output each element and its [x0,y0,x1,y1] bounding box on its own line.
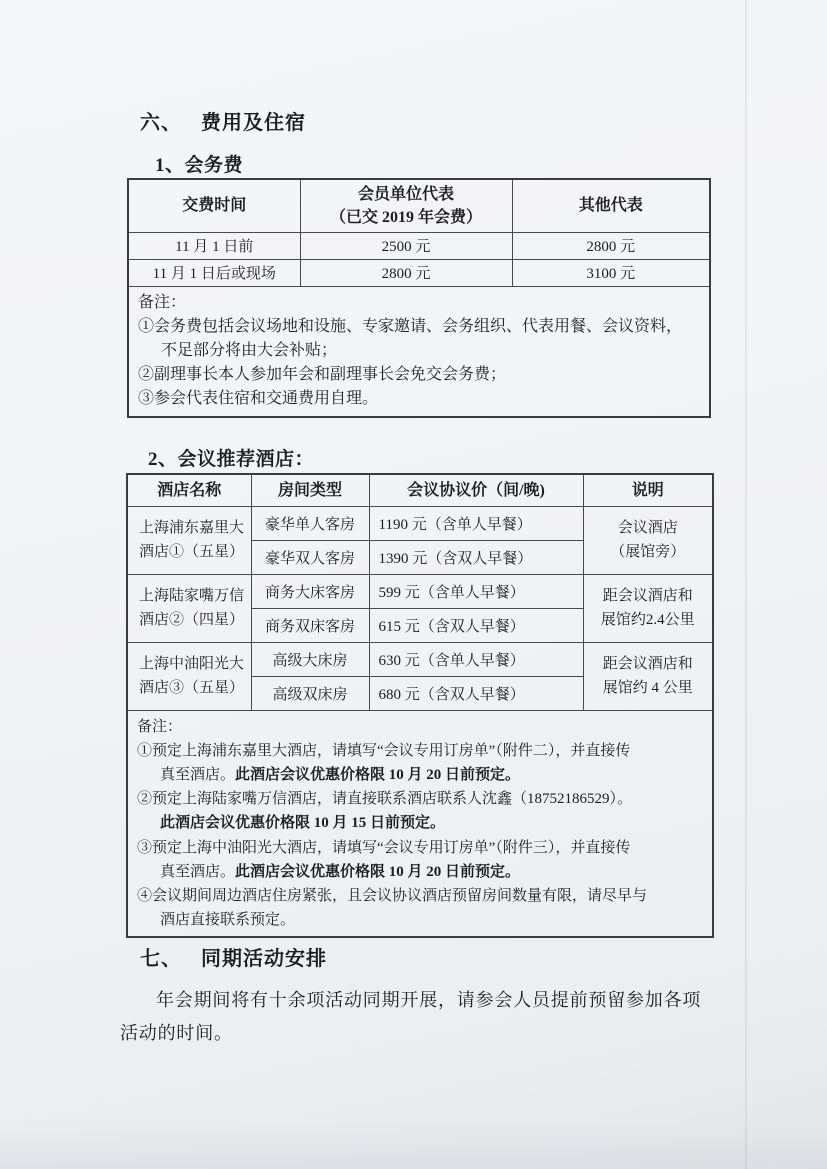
section-number: 七、 [140,948,182,970]
section-title: 费用及住宿 [201,112,306,134]
fee-cell-other-price: 3100 元 [512,259,710,286]
paragraph-line: 年会期间将有十余项活动同期开展，请参会人员提前预留参加各项 [156,990,702,1010]
fee-cell-member-price: 2800 元 [300,259,512,286]
fee-cell-member-price: 2500 元 [300,232,512,259]
note-text: 真至酒店。 [160,863,236,880]
note-bold-deadline: 此酒店会议优惠价格限 10 月 20 日前预定。 [235,863,521,880]
hotel-table-row [127,574,713,608]
note-text: 真至酒店。 [160,766,236,783]
hotel-name-line: 上海中油阳光大 [139,656,245,672]
hotel-note-3: ③预定上海中油阳光大酒店，请填写“会议专用订房单”（附件三），并直接传 [137,839,631,856]
fee-note-1: ①会务费包括会议场地和设施、专家邀请、会务组织、代表用餐、会议资料， [138,317,683,335]
hotel-note-4: ④会议期间周边酒店住房紧张，且会议协议酒店预留房间数量有限，请尽早与 [137,887,648,904]
hotel-name-kerry [127,506,251,574]
hotel-name-line: 上海陆家嘴万信 [139,588,245,604]
hotel-desc-sunshine [583,642,713,710]
hotel-header-room: 房间类型 [251,474,369,506]
note-bold-deadline: 此酒店会议优惠价格限 10 月 20 日前预定。 [235,766,521,783]
hotel-desc-line: 距会议酒店和 [602,656,693,672]
scan-crease-line [745,0,747,1169]
paragraph-line: 活动的时间。 [120,1023,233,1043]
section-number: 六、 [140,112,182,134]
fee-table-notes-row [128,286,710,417]
hotel-note-3-continuation [137,860,704,884]
hotel-name-sunshine [127,642,251,710]
fee-table-row [128,232,710,259]
hotel-note-1-continuation [137,763,704,787]
scan-bottom-shading [0,1120,827,1169]
room-type: 高级大床房 [251,642,369,676]
hotel-note-4-continuation: 酒店直接联系预定。 [160,912,296,929]
hotel-desc-wanxin [583,574,713,642]
hotel-name-line: 酒店①（五星） [139,544,245,560]
fee-note-1-continuation: 不足部分将由大会补贴； [161,341,338,359]
room-price: 1190 元（含单人早餐） [369,506,583,540]
hotel-name-wanxin [127,574,251,642]
hotel-desc-line: 展馆约2.4公里 [600,612,695,628]
hotel-note-1: ①预定上海浦东嘉里大酒店，请填写“会议专用订房单”（附件二），并直接传 [137,742,631,759]
section-heading-fees [140,106,306,135]
hotel-desc-line: （展馆旁） [610,544,686,560]
fee-header-member-line2: （已交 2019 年会费） [329,208,482,226]
hotel-header-price: 会议协议价（间/晚) [369,474,583,506]
subheading-conference-fee: 1、会务费 [155,155,244,176]
notes-title: 备注： [137,718,183,735]
fee-header-member-line1: 会员单位代表 [357,185,454,203]
hotel-name-line: 上海浦东嘉里大 [139,520,245,536]
hotel-desc-line: 会议酒店 [617,520,678,536]
hotel-header-name: 酒店名称 [127,474,251,506]
room-price: 1390 元（含双人早餐） [369,540,583,574]
fee-note-2: ②副理事长本人参加年会和副理事长会免交会务费； [138,366,507,384]
hotel-name-line: 酒店③（五星） [139,680,245,696]
room-type: 豪华单人客房 [251,506,369,540]
section-heading-activities [140,942,327,971]
fee-table-row [128,259,710,286]
hotel-header-desc: 说明 [583,474,713,506]
fee-table [127,178,711,418]
hotel-name-line: 酒店②（四星） [139,612,245,628]
section-title: 同期活动安排 [201,948,327,970]
room-price: 680 元（含双人早餐） [369,676,583,710]
hotel-table-header-row [127,474,713,506]
hotel-table-row [127,506,713,540]
notes-title: 备注： [138,293,187,311]
subheading-recommended-hotels: 2、会议推荐酒店： [148,449,315,470]
room-price: 630 元（含单人早餐） [369,642,583,676]
hotel-desc-kerry [583,506,713,574]
hotel-notes-cell [127,710,713,937]
room-type: 高级双床房 [251,676,369,710]
room-type: 商务双床客房 [251,608,369,642]
hotel-note-2: ②预定上海陆家嘴万信酒店，请直接联系酒店联系人沈鑫（18752186529）。 [137,791,633,808]
fee-header-time: 交费时间 [128,179,300,232]
fee-note-3: ③参会代表住宿和交通费用自理。 [138,390,379,408]
hotel-note-2-bold-deadline: 此酒店会议优惠价格限 10 月 15 日前预定。 [160,815,446,832]
fee-cell-time: 11 月 1 日后或现场 [128,259,300,286]
hotel-table-notes-row [127,710,713,937]
fee-header-member [300,179,512,232]
hotel-table-row [127,642,713,676]
fee-cell-other-price: 2800 元 [512,232,710,259]
room-type: 豪华双人客房 [251,540,369,574]
fee-table-header-row [128,179,710,232]
room-type: 商务大床客房 [251,574,369,608]
room-price: 615 元（含双人早餐） [369,608,583,642]
hotel-desc-line: 距会议酒店和 [602,588,693,604]
fee-cell-time: 11 月 1 日前 [128,232,300,259]
room-price: 599 元（含单人早餐） [369,574,583,608]
fee-notes-cell [128,286,710,417]
activities-paragraph [120,984,720,1050]
hotel-desc-line: 展馆约 4 公里 [602,680,693,696]
fee-header-other: 其他代表 [512,179,710,232]
hotel-table [126,473,714,938]
